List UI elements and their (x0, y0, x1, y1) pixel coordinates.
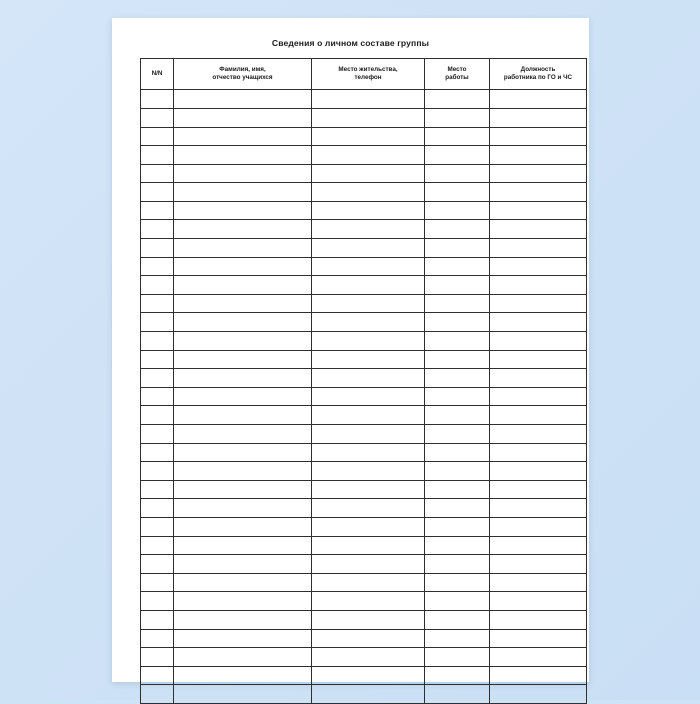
table-row (141, 517, 587, 536)
cell-position[interactable] (490, 313, 587, 332)
table-row (141, 592, 587, 611)
cell-workplace[interactable] (425, 276, 490, 295)
cell-position[interactable] (490, 108, 587, 127)
column-header-workplace: Место работы (425, 59, 490, 90)
table-body (141, 90, 587, 704)
cell-number[interactable] (141, 629, 174, 648)
cell-workplace[interactable] (425, 257, 490, 276)
cell-workplace[interactable] (425, 573, 490, 592)
cell-position[interactable] (490, 536, 587, 555)
cell-full-name[interactable] (174, 610, 312, 629)
cell-position[interactable] (490, 332, 587, 351)
cell-address[interactable] (312, 369, 425, 388)
table-row (141, 313, 587, 332)
cell-address[interactable] (312, 685, 425, 704)
cell-number[interactable] (141, 276, 174, 295)
cell-workplace[interactable] (425, 387, 490, 406)
cell-workplace[interactable] (425, 313, 490, 332)
cell-address[interactable] (312, 425, 425, 444)
table-row (141, 629, 587, 648)
cell-full-name[interactable] (174, 387, 312, 406)
cell-address[interactable] (312, 499, 425, 518)
cell-workplace[interactable] (425, 406, 490, 425)
cell-workplace[interactable] (425, 332, 490, 351)
cell-full-name[interactable] (174, 592, 312, 611)
table-row (141, 610, 587, 629)
cell-full-name[interactable] (174, 443, 312, 462)
cell-position[interactable] (490, 387, 587, 406)
cell-address[interactable] (312, 313, 425, 332)
cell-position[interactable] (490, 573, 587, 592)
cell-full-name[interactable] (174, 462, 312, 481)
cell-position[interactable] (490, 220, 587, 239)
cell-position[interactable] (490, 666, 587, 685)
cell-position[interactable] (490, 517, 587, 536)
table-row (141, 555, 587, 574)
cell-position[interactable] (490, 443, 587, 462)
cell-number[interactable] (141, 648, 174, 667)
cell-position[interactable] (490, 239, 587, 258)
cell-address[interactable] (312, 462, 425, 481)
cell-address[interactable] (312, 294, 425, 313)
cell-full-name[interactable] (174, 127, 312, 146)
cell-address[interactable] (312, 480, 425, 499)
cell-full-name[interactable] (174, 499, 312, 518)
cell-full-name[interactable] (174, 90, 312, 109)
cell-full-name[interactable] (174, 239, 312, 258)
table-row (141, 443, 587, 462)
cell-number[interactable] (141, 480, 174, 499)
cell-position[interactable] (490, 648, 587, 667)
cell-number[interactable] (141, 313, 174, 332)
cell-position[interactable] (490, 555, 587, 574)
cell-workplace[interactable] (425, 536, 490, 555)
cell-position[interactable] (490, 592, 587, 611)
cell-number[interactable] (141, 406, 174, 425)
cell-address[interactable] (312, 201, 425, 220)
cell-number[interactable] (141, 257, 174, 276)
cell-full-name[interactable] (174, 685, 312, 704)
cell-full-name[interactable] (174, 536, 312, 555)
cell-position[interactable] (490, 610, 587, 629)
table-row (141, 127, 587, 146)
cell-full-name[interactable] (174, 220, 312, 239)
cell-address[interactable] (312, 666, 425, 685)
cell-workplace[interactable] (425, 499, 490, 518)
cell-number[interactable] (141, 462, 174, 481)
cell-number[interactable] (141, 517, 174, 536)
cell-number[interactable] (141, 239, 174, 258)
cell-workplace[interactable] (425, 164, 490, 183)
cell-position[interactable] (490, 146, 587, 165)
cell-workplace[interactable] (425, 517, 490, 536)
table-row (141, 480, 587, 499)
cell-address[interactable] (312, 127, 425, 146)
cell-position[interactable] (490, 183, 587, 202)
cell-workplace[interactable] (425, 220, 490, 239)
cell-number[interactable] (141, 573, 174, 592)
cell-workplace[interactable] (425, 592, 490, 611)
cell-full-name[interactable] (174, 425, 312, 444)
document-sheet (112, 18, 589, 682)
cell-full-name[interactable] (174, 350, 312, 369)
table-row (141, 294, 587, 313)
cell-position[interactable] (490, 350, 587, 369)
table-row (141, 350, 587, 369)
table-row (141, 406, 587, 425)
cell-address[interactable] (312, 573, 425, 592)
table-row (141, 201, 587, 220)
cell-full-name[interactable] (174, 108, 312, 127)
cell-full-name[interactable] (174, 183, 312, 202)
cell-position[interactable] (490, 276, 587, 295)
table-row (141, 462, 587, 481)
cell-position[interactable] (490, 462, 587, 481)
cell-number[interactable] (141, 685, 174, 704)
cell-number[interactable] (141, 443, 174, 462)
cell-address[interactable] (312, 387, 425, 406)
cell-address[interactable] (312, 239, 425, 258)
cell-address[interactable] (312, 332, 425, 351)
cell-address[interactable] (312, 517, 425, 536)
table-row (141, 499, 587, 518)
cell-full-name[interactable] (174, 480, 312, 499)
cell-number[interactable] (141, 220, 174, 239)
cell-position[interactable] (490, 127, 587, 146)
cell-address[interactable] (312, 629, 425, 648)
cell-address[interactable] (312, 164, 425, 183)
table-row (141, 108, 587, 127)
cell-number[interactable] (141, 90, 174, 109)
table-row (141, 164, 587, 183)
table-row (141, 332, 587, 351)
page-title: Сведения о личном составе группы (271, 38, 430, 48)
cell-number[interactable] (141, 332, 174, 351)
cell-address[interactable] (312, 536, 425, 555)
cell-full-name[interactable] (174, 257, 312, 276)
cell-position[interactable] (490, 685, 587, 704)
cell-address[interactable] (312, 146, 425, 165)
cell-workplace[interactable] (425, 369, 490, 388)
table-row (141, 146, 587, 165)
cell-full-name[interactable] (174, 276, 312, 295)
cell-full-name[interactable] (174, 201, 312, 220)
cell-position[interactable] (490, 480, 587, 499)
cell-address[interactable] (312, 108, 425, 127)
cell-workplace[interactable] (425, 443, 490, 462)
cell-number[interactable] (141, 183, 174, 202)
column-header-position: Должность работника по ГО и ЧС (490, 59, 587, 90)
cell-number[interactable] (141, 610, 174, 629)
cell-workplace[interactable] (425, 146, 490, 165)
cell-workplace[interactable] (425, 425, 490, 444)
cell-workplace[interactable] (425, 201, 490, 220)
cell-number[interactable] (141, 536, 174, 555)
cell-workplace[interactable] (425, 183, 490, 202)
cell-number[interactable] (141, 425, 174, 444)
cell-workplace[interactable] (425, 90, 490, 109)
cell-address[interactable] (312, 443, 425, 462)
table-row (141, 573, 587, 592)
cell-position[interactable] (490, 629, 587, 648)
cell-address[interactable] (312, 610, 425, 629)
cell-number[interactable] (141, 499, 174, 518)
cell-workplace[interactable] (425, 480, 490, 499)
cell-full-name[interactable] (174, 648, 312, 667)
cell-number[interactable] (141, 164, 174, 183)
table-row (141, 648, 587, 667)
cell-full-name[interactable] (174, 369, 312, 388)
cell-number[interactable] (141, 201, 174, 220)
cell-address[interactable] (312, 276, 425, 295)
table-header (141, 59, 587, 90)
cell-position[interactable] (490, 425, 587, 444)
table-row (141, 369, 587, 388)
cell-workplace[interactable] (425, 294, 490, 313)
cell-full-name[interactable] (174, 629, 312, 648)
cell-workplace[interactable] (425, 610, 490, 629)
cell-number[interactable] (141, 387, 174, 406)
cell-address[interactable] (312, 183, 425, 202)
cell-number[interactable] (141, 592, 174, 611)
table-row (141, 276, 587, 295)
cell-workplace[interactable] (425, 108, 490, 127)
table-row (141, 220, 587, 239)
cell-address[interactable] (312, 555, 425, 574)
cell-position[interactable] (490, 369, 587, 388)
cell-workplace[interactable] (425, 685, 490, 704)
column-header-full-name: Фамилия, имя, отчество учащихся (174, 59, 312, 90)
cell-number[interactable] (141, 666, 174, 685)
cell-address[interactable] (312, 648, 425, 667)
cell-number[interactable] (141, 294, 174, 313)
table-row (141, 387, 587, 406)
cell-address[interactable] (312, 592, 425, 611)
cell-address[interactable] (312, 257, 425, 276)
cell-workplace[interactable] (425, 666, 490, 685)
table-row (141, 239, 587, 258)
cell-full-name[interactable] (174, 517, 312, 536)
cell-number[interactable] (141, 146, 174, 165)
cell-number[interactable] (141, 555, 174, 574)
table-row (141, 666, 587, 685)
column-header-address: Место жительства, телефон (312, 59, 425, 90)
cell-number[interactable] (141, 127, 174, 146)
cell-position[interactable] (490, 294, 587, 313)
cell-full-name[interactable] (174, 666, 312, 685)
table-row (141, 90, 587, 109)
cell-workplace[interactable] (425, 350, 490, 369)
personnel-table (140, 58, 587, 704)
cell-workplace[interactable] (425, 462, 490, 481)
cell-position[interactable] (490, 406, 587, 425)
cell-address[interactable] (312, 90, 425, 109)
cell-full-name[interactable] (174, 332, 312, 351)
cell-position[interactable] (490, 257, 587, 276)
table-header-row (141, 59, 587, 90)
cell-full-name[interactable] (174, 313, 312, 332)
cell-position[interactable] (490, 164, 587, 183)
cell-workplace[interactable] (425, 629, 490, 648)
cell-workplace[interactable] (425, 239, 490, 258)
cell-address[interactable] (312, 406, 425, 425)
document-content (140, 38, 573, 704)
table-row (141, 536, 587, 555)
cell-full-name[interactable] (174, 164, 312, 183)
cell-full-name[interactable] (174, 294, 312, 313)
cell-address[interactable] (312, 220, 425, 239)
cell-number[interactable] (141, 350, 174, 369)
cell-full-name[interactable] (174, 146, 312, 165)
cell-full-name[interactable] (174, 573, 312, 592)
cell-full-name[interactable] (174, 406, 312, 425)
cell-number[interactable] (141, 369, 174, 388)
column-header-number: N/N (141, 59, 174, 90)
cell-workplace[interactable] (425, 555, 490, 574)
cell-workplace[interactable] (425, 648, 490, 667)
table-row (141, 425, 587, 444)
table-row (141, 257, 587, 276)
table-row (141, 685, 587, 704)
cell-full-name[interactable] (174, 555, 312, 574)
cell-position[interactable] (490, 499, 587, 518)
cell-position[interactable] (490, 201, 587, 220)
cell-number[interactable] (141, 108, 174, 127)
table-row (141, 183, 587, 202)
cell-address[interactable] (312, 350, 425, 369)
cell-position[interactable] (490, 90, 587, 109)
cell-workplace[interactable] (425, 127, 490, 146)
